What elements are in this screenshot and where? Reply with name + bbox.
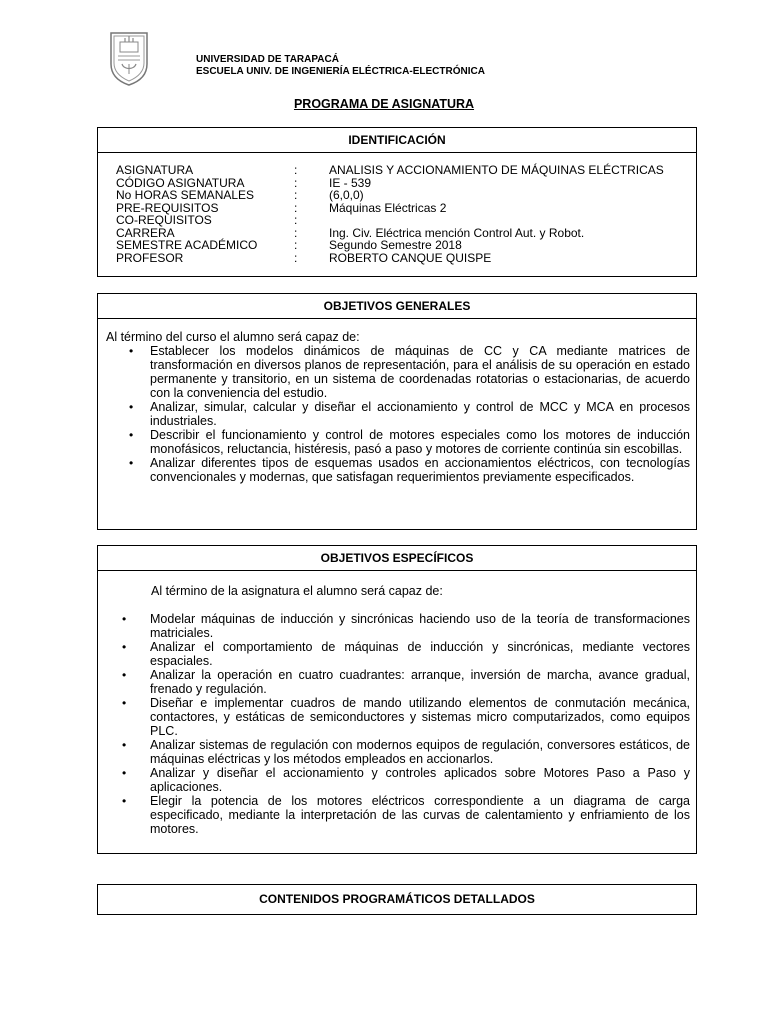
list-item: • Describir el funcionamiento y control de motores especiales como los motores de inducción monofásicos, reluctancia, histéresis, pasó a paso y motores de corriente continúa sin escobillas.	[129, 428, 690, 456]
objetivos-generales-list	[129, 344, 690, 484]
identificacion-section: IDENTIFICACIÓN ASIGNATURA : ANALISIS Y ACCIONAMIENTO DE MÁQUINAS ELÉCTRICAS CÓDIGO ASIGNATURA : IE - 539 No HORAS SEMANALES : (6,0,0) PRE-REQUISITOS : Máquinas Eléctricas 2 CO-REQUISITOS : CARRERA : Ing. Civ. Eléctrica mención Control Aut. y Robot. SEMESTRE ACADÉMICO : Segundo Semestre 2018 PROFESOR : ROBERTO CANQUE QUISPE	[97, 127, 697, 277]
objetivos-especificos-list	[122, 612, 690, 836]
list-item: • Analizar el comportamiento de máquinas de inducción y sincrónicas, mediante vectores espaciales.	[122, 640, 690, 668]
bullet-icon: •	[122, 612, 127, 626]
list-item: • Elegir la potencia de los motores eléctricos correspondiente a un diagrama de carga especificado, mediante la interpretación de las curvas de calentamiento y enfriamiento de los motores.	[122, 794, 690, 836]
bullet-icon: •	[122, 738, 127, 752]
list-item: • Diseñar e implementar cuadros de mando utilizando elementos de conmutación mecánica, contactores, y estáticas de semiconductores y sistemas micro computarizados, como equipos PLC.	[122, 696, 690, 738]
university-crest-logo	[108, 30, 150, 86]
document-title: PROGRAMA DE ASIGNATURA	[293, 97, 475, 111]
objetivos-generales-heading: OBJETIVOS GENERALES	[98, 294, 696, 319]
list-item: • Modelar máquinas de inducción y sincrónicas haciendo uso de la teoría de transformaciones matriciales.	[122, 612, 690, 640]
contenidos-section	[97, 884, 697, 915]
list-item: • Analizar diferentes tipos de esquemas usados en accionamientos eléctricos, con tecnologías convencionales y modernas, que satisfagan requerimientos previamente especificados.	[129, 456, 690, 484]
bullet-icon: •	[122, 696, 127, 710]
bullet-icon: •	[122, 766, 127, 780]
bullet-icon: •	[129, 456, 134, 470]
objetivos-especificos-heading: OBJETIVOS ESPECÍFICOS	[98, 546, 696, 571]
objetivos-generales-intro: Al término del curso el alumno será capaz de:	[106, 330, 360, 344]
university-name: UNIVERSIDAD DE TARAPACÁ	[196, 54, 339, 65]
list-item: • Analizar la operación en cuatro cuadrantes: arranque, inversión de marcha, avance gradual, frenado y regulación.	[122, 668, 690, 696]
list-item: • Analizar sistemas de regulación con modernos equipos de regulación, conversores estáticos, de máquinas eléctricas y los métodos empleados en accionarlos.	[122, 738, 690, 766]
objetivos-generales-section	[97, 293, 697, 530]
bullet-icon: •	[129, 400, 134, 414]
institution-header	[196, 54, 485, 78]
objetivos-especificos-intro: Al término de la asignatura el alumno será capaz de:	[151, 584, 443, 598]
objetivos-especificos-section	[97, 545, 697, 854]
list-item: • Establecer los modelos dinámicos de máquinas de CC y CA mediante matrices de transformación en diversos planos de representación, para el análisis de su operación en estado permanente y transitorio, en un sistema de coordenadas rotatorias o estacionarias, de acuerdo con la conveniencia del estudio.	[129, 344, 690, 400]
bullet-icon: •	[122, 668, 127, 682]
bullet-icon: •	[129, 428, 134, 442]
bullet-icon: •	[122, 640, 127, 654]
bullet-icon: •	[129, 344, 134, 358]
list-item: • Analizar y diseñar el accionamiento y controles aplicados sobre Motores Paso a Paso y aplicaciones.	[122, 766, 690, 794]
school-name: ESCUELA UNIV. DE INGENIERÍA ELÉCTRICA-ELECTRÓNICA	[196, 66, 485, 77]
identificacion-heading: IDENTIFICACIÓN	[98, 128, 696, 153]
bullet-icon: •	[122, 794, 127, 808]
list-item: • Analizar, simular, calcular y diseñar el accionamiento y control de MCC y MCA en procesos industriales.	[129, 400, 690, 428]
contenidos-heading: CONTENIDOS PROGRAMÁTICOS DETALLADOS	[259, 892, 535, 906]
